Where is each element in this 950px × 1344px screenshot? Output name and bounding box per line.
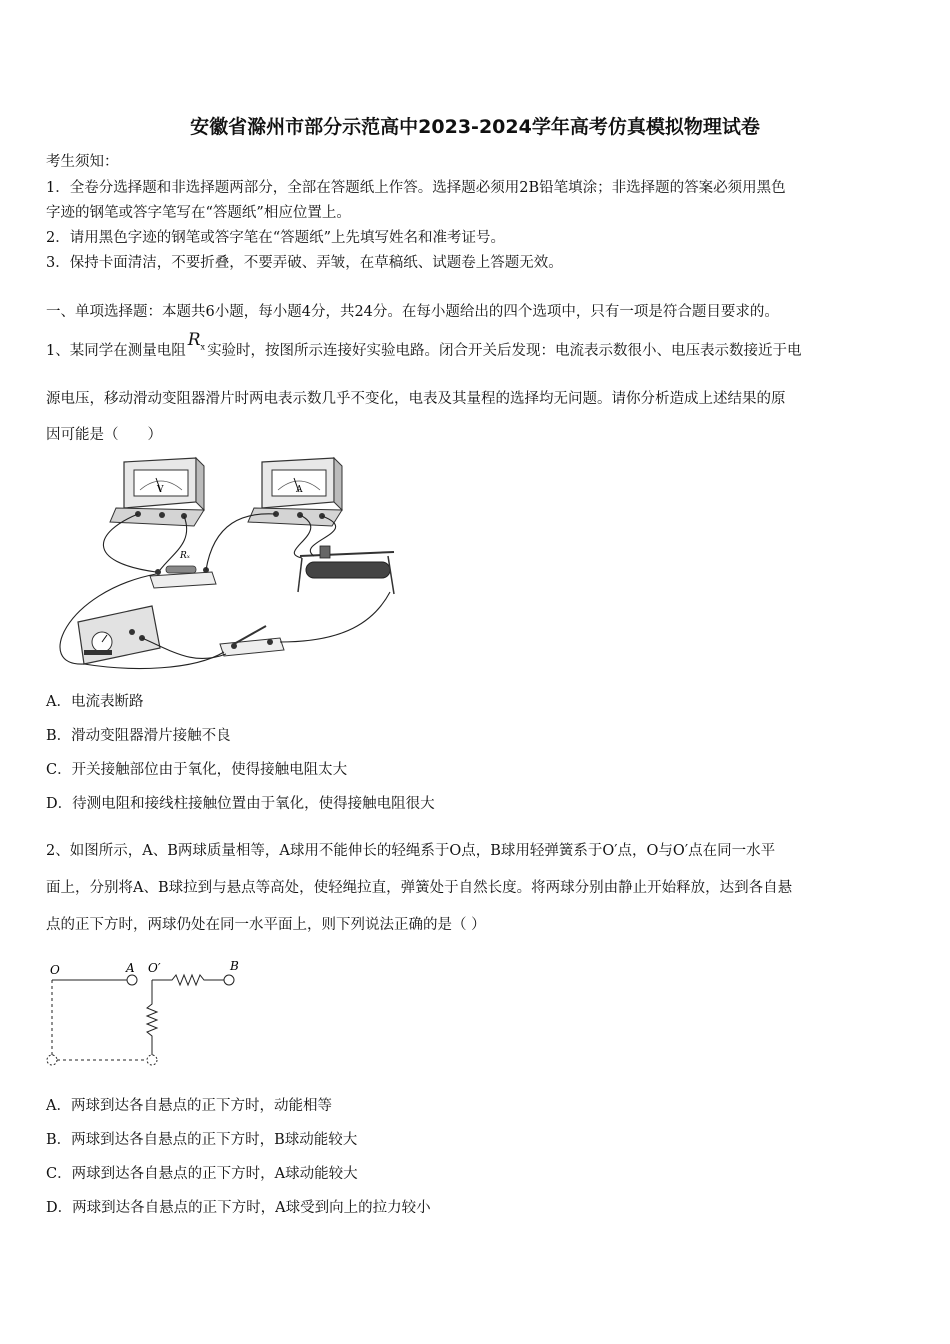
rheostat (298, 546, 394, 594)
ball-a (127, 975, 137, 985)
rx-letter: R (187, 330, 201, 350)
spring-horizontal (152, 975, 224, 985)
label-o: O (50, 963, 60, 977)
notice-item: 3．保持卡面清洁，不要折叠，不要弄破、弄皱，在草稿纸、试题卷上答题无效。 (46, 255, 563, 271)
spring-vertical (147, 980, 157, 1055)
notice-item: 字迹的钢笔或答字笔写在“答题纸”相应位置上。 (46, 205, 351, 221)
question-1-part1: 1、某同学在测量电阻 (46, 343, 186, 359)
label-b: B (230, 959, 239, 973)
page-title: 安徽省滁州市部分示范高中2023-2024学年高考仿真模拟物理试卷 (190, 116, 760, 138)
notice-heading: 考生须知： (46, 154, 119, 170)
label-a: A (126, 961, 135, 975)
question-2-line3: 点的正下方时，两球仍处在同一水平面上，则下列说法正确的是（ ） (46, 917, 486, 933)
ball-b (224, 975, 234, 985)
q2-option-d: D．两球到达各自悬点的正下方时，A球受到向上的拉力较小 (46, 1200, 431, 1216)
question-1-line3: 因可能是（ ） (46, 427, 162, 443)
notice-item: 2．请用黑色字迹的钢笔或答字笔在“答题纸”上先填写姓名和准考证号。 (46, 230, 506, 246)
question-1-part2: 实验时，按图所示连接好实验电路。闭合开关后发现：电流表示数很小、电压表示数接近于电 (207, 343, 802, 359)
ammeter (248, 458, 342, 526)
ammeter-label: A (296, 485, 303, 495)
voltmeter (110, 458, 204, 526)
q1-option-d: D．待测电阻和接线柱接触位置由于氧化，使得接触电阻很大 (46, 796, 435, 812)
question-1-line2: 源电压，移动滑动变阻器滑片时两电表示数几乎不变化，电表及其量程的选择均无问题。请你分析造成上述结果的原 (46, 391, 786, 407)
question-1-text (46, 330, 802, 367)
notice-item: 1．全卷分选择题和非选择题两部分，全部在答题纸上作答。选择题必须用2B铅笔填涂；非选择题的答案必须用黑色 (46, 180, 786, 196)
label-o-prime: O′ (148, 961, 161, 975)
rx-symbol (188, 330, 205, 350)
section-heading: 一、单项选择题：本题共6小题，每小题4分，共24分。在每小题给出的四个选项中，只有一项是符合题目要求的。 (46, 304, 779, 320)
question-2-line1: 2、如图所示，A、B两球质量相等，A球用不能伸长的轻绳系于O点，B球用轻弹簧系于O′点，O与O′点在同一水平 (46, 843, 776, 859)
resistor-label: Rₓ (180, 551, 190, 561)
rx-subscript: x (200, 342, 206, 352)
ball-a-lower (47, 1055, 57, 1065)
voltmeter-label: V (157, 485, 164, 495)
pendulum-spring-diagram (44, 956, 254, 1072)
q2-option-a: A．两球到达各自悬点的正下方时，动能相等 (46, 1098, 332, 1114)
power-supply (78, 606, 160, 664)
q2-option-c: C．两球到达各自悬点的正下方时，A球动能较大 (46, 1166, 358, 1182)
switch (220, 626, 284, 656)
q1-option-c: C．开关接触部位由于氧化，使得接触电阻太大 (46, 762, 348, 778)
q1-option-a: A．电流表断路 (46, 694, 144, 710)
question-2-line2: 面上，分别将A、B球拉到与悬点等高处，使轻绳拉直，弹簧处于自然长度。将两球分别由静止开始释放，达到各自悬 (46, 880, 793, 896)
circuit-diagram (44, 452, 424, 684)
ball-b-lower (147, 1055, 157, 1065)
q1-option-b: B．滑动变阻器滑片接触不良 (46, 728, 231, 744)
q2-option-b: B．两球到达各自悬点的正下方时，B球动能较大 (46, 1132, 358, 1148)
